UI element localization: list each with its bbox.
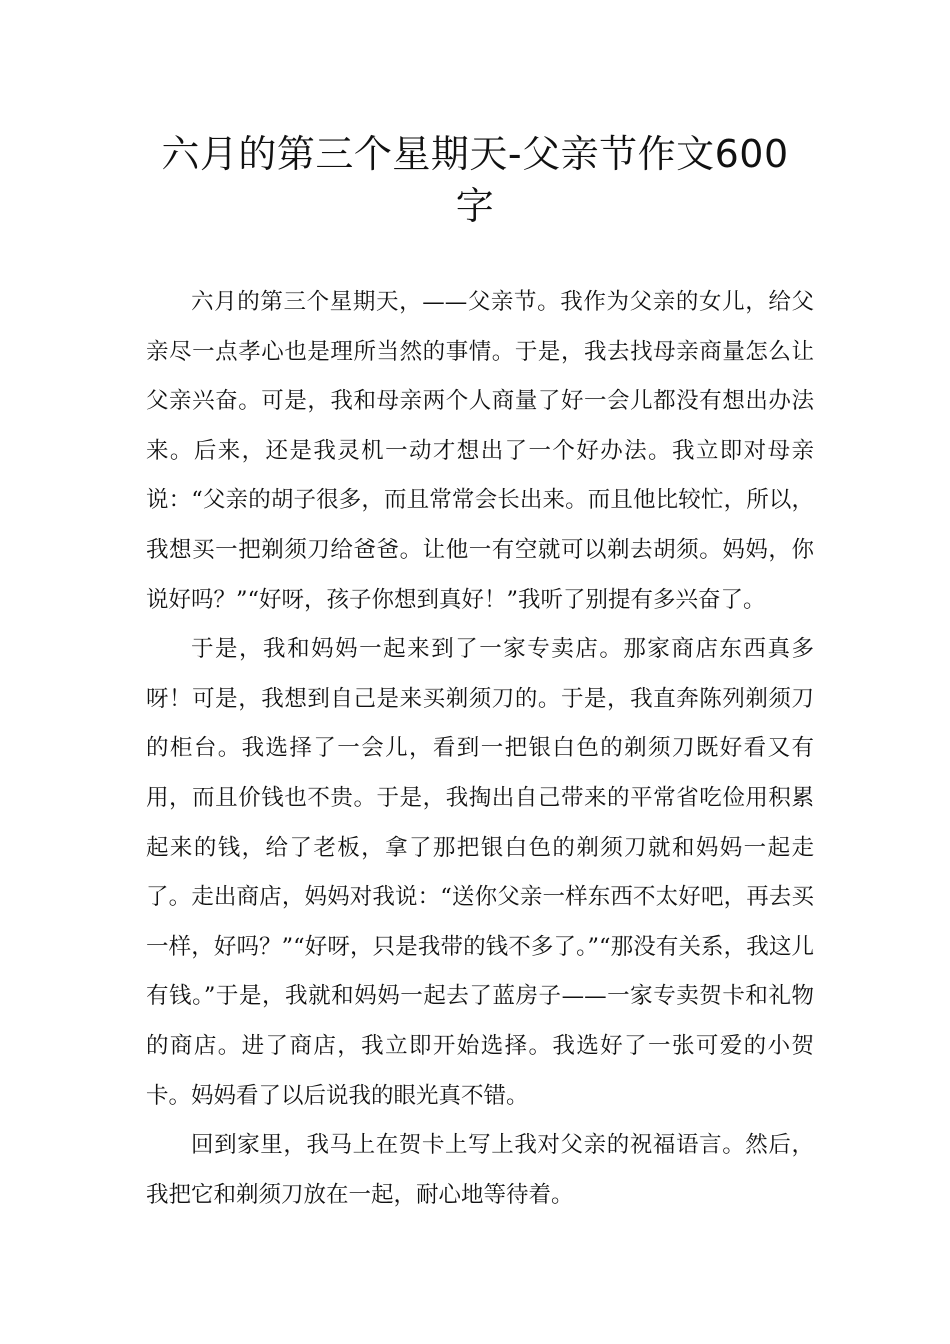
document-body (146, 278, 814, 1220)
document-title: 六月的第三个星期天-父亲节作文600字 (161, 132, 789, 228)
paragraph-3: 回到家里，我马上在贺卡上写上我对父亲的祝福语言。然后，我把它和剃须刀放在一起，耐心地等待着。 (146, 1132, 814, 1208)
paragraph-2: 于是，我和妈妈一起来到了一家专卖店。那家商店东西真多呀！可是，我想到自己是来买剃须刀的。于是，我直奔陈列剃须刀的柜台。我选择了一会儿，看到一把银白色的剃须刀既好看又有用，而且价钱也不贵。于是，我掏出自己带来的平常省吃俭用积累起来的钱，给了老板，拿了那把银白色的剃须刀就和妈妈一起走了。走出商店，妈妈对我说：“送你父亲一样东西不太好吧，再去买一样，好吗？”“好呀，只是我带的钱不多了。”“那没有关系，我这儿有钱。”于是，我就和妈妈一起去了蓝房子——一家专卖贺卡和礼物的商店。进了商店，我立即开始选择。我选好了一张可爱的小贺卡。妈妈看了以后说我的眼光真不错。 (146, 636, 814, 1109)
paragraph-1: 六月的第三个星期天，——父亲节。我作为父亲的女儿，给父亲尽一点孝心也是理所当然的事情。于是，我去找母亲商量怎么让父亲兴奋。可是，我和母亲两个人商量了好一会儿都没有想出办法来。后来，还是我灵机一动才想出了一个好办法。我立即对母亲说：“父亲的胡子很多，而且常常会长出来。而且他比较忙，所以，我想买一把剃须刀给爸爸。让他一有空就可以剃去胡须。妈妈，你说好吗？”“好呀，孩子你想到真好！”我听了别提有多兴奋了。 (146, 289, 814, 613)
